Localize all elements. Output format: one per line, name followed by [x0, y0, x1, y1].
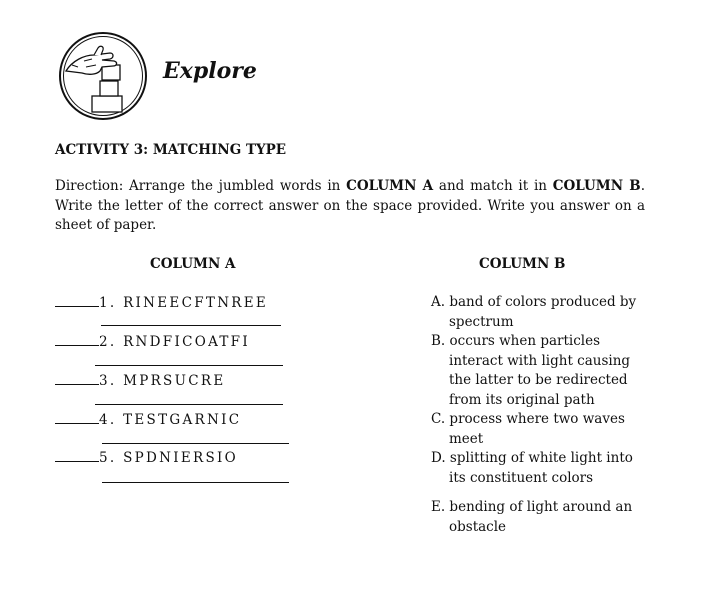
unscramble-line[interactable]: [101, 325, 281, 326]
jumbled-item-1: 1. RINEECFTNREE: [55, 294, 268, 311]
answer-blank[interactable]: [55, 372, 99, 385]
option-b: B. occurs when particles interact with light causing the latter to be redirected from its original path: [431, 333, 631, 408]
unscramble-line[interactable]: [95, 404, 283, 405]
answer-blank[interactable]: [55, 294, 99, 307]
unscramble-line[interactable]: [102, 443, 289, 444]
hand-stacking-blocks-icon: [58, 31, 148, 121]
jumbled-item-3: 3. MPRSUCRE: [55, 372, 226, 389]
jumbled-item-5: 5. SPDNIERSIO: [55, 449, 238, 466]
jumbled-item-2: 2. RNDFICOATFI: [55, 333, 250, 350]
option-e: E. bending of light around an obstacle: [431, 499, 633, 535]
column-a-heading: COLUMN A: [150, 256, 236, 272]
answer-blank[interactable]: [55, 449, 99, 462]
unscramble-line[interactable]: [102, 482, 289, 483]
answer-blank[interactable]: [55, 333, 99, 346]
direction-text: Direction: Arrange the jumbled words in COLUMN A and match it in COLUMN B. Write the letter of the correct answer on the space provided. Write you answer on a sheet of paper.: [55, 178, 645, 233]
activity-title: ACTIVITY 3: MATCHING TYPE: [55, 142, 287, 158]
section-title: Explore: [163, 58, 257, 84]
column-b-heading: COLUMN B: [479, 256, 566, 272]
unscramble-line[interactable]: [95, 365, 283, 366]
option-d: D. splitting of white light into its constituent colors: [431, 450, 633, 486]
option-a: A. band of colors produced by spectrum: [431, 294, 637, 330]
jumbled-item-4: 4. TESTGARNIC: [55, 411, 241, 428]
answer-blank[interactable]: [55, 411, 99, 424]
option-c: C. process where two waves meet: [431, 411, 625, 447]
